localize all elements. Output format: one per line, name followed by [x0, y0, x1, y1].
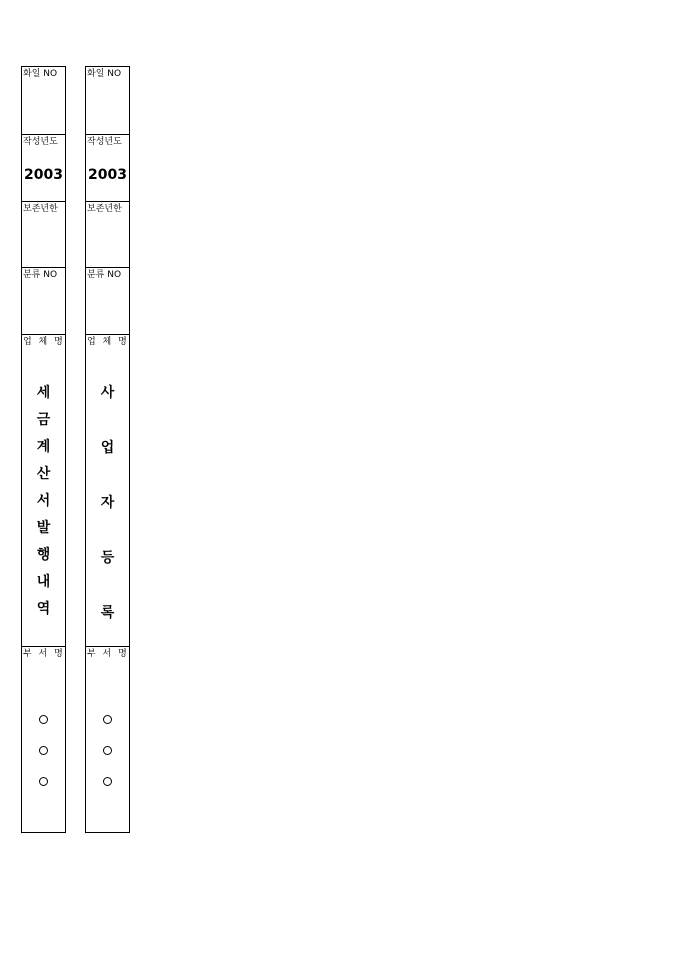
year-value: 2003: [88, 167, 127, 183]
circle-mark: [103, 777, 112, 786]
title-char: 자: [100, 495, 115, 511]
class-no-cell: [22, 267, 65, 334]
year-value: 2003: [24, 167, 63, 183]
title-char: 업: [100, 440, 115, 456]
title-char: 산: [36, 466, 51, 482]
circle-mark: [39, 777, 48, 786]
department-label: 부 서 명: [87, 649, 129, 659]
title-char: 서: [36, 493, 51, 509]
department-label: 부 서 명: [23, 649, 65, 659]
class-no-label: 분류 NO: [87, 270, 122, 280]
title-char: 역: [36, 601, 51, 617]
company-cell: [22, 334, 65, 646]
title-char: 행: [36, 547, 51, 563]
retention-cell: [86, 201, 129, 267]
file-spine-label-1: [21, 66, 66, 833]
circle-mark: [39, 715, 48, 724]
title-char: 발: [36, 520, 51, 536]
circle-mark: [103, 715, 112, 724]
file-no-cell: [86, 67, 129, 134]
company-label: 업 체 명: [23, 337, 65, 347]
retention-label: 보존년한: [87, 204, 122, 214]
retention-cell: [22, 201, 65, 267]
title-char: 세: [36, 385, 51, 401]
year-cell: [22, 134, 65, 201]
year-label: 작성년도: [23, 137, 58, 147]
class-no-label: 분류 NO: [23, 270, 58, 280]
file-no-label: 화일 NO: [23, 69, 58, 79]
company-cell: [86, 334, 129, 646]
file-no-cell: [22, 67, 65, 134]
circle-mark: [103, 746, 112, 755]
title-char: 금: [36, 412, 51, 428]
title-char: 계: [36, 439, 51, 455]
file-spine-label-2: [85, 66, 130, 833]
retention-label: 보존년한: [23, 204, 58, 214]
department-cell: [22, 646, 65, 832]
circle-mark: [39, 746, 48, 755]
title-char: 내: [36, 574, 51, 590]
department-cell: [86, 646, 129, 832]
year-label: 작성년도: [87, 137, 122, 147]
company-label: 업 체 명: [87, 337, 129, 347]
title-char: 등: [100, 550, 115, 566]
title-char: 록: [100, 605, 115, 621]
year-cell: [86, 134, 129, 201]
class-no-cell: [86, 267, 129, 334]
file-no-label: 화일 NO: [87, 69, 122, 79]
title-char: 사: [100, 385, 115, 401]
